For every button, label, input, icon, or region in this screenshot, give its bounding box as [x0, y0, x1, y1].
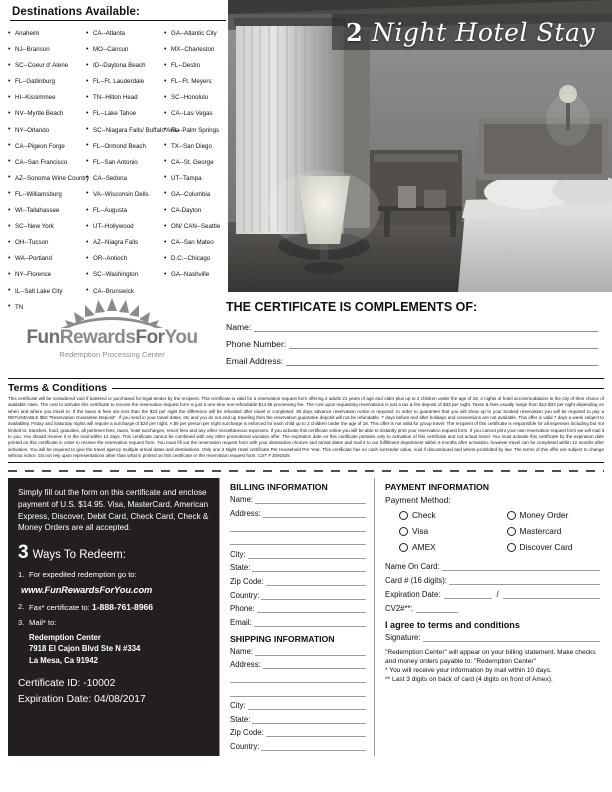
radio-circle-icon[interactable] — [399, 527, 408, 536]
billing-shipping-column — [219, 478, 375, 755]
complements-title: THE CERTIFICATE IS COMPLEMENTS OF: — [226, 300, 478, 314]
cv2-row — [385, 604, 600, 613]
billing-field-input[interactable] — [252, 563, 366, 572]
redemption-steps — [18, 569, 209, 666]
cv2-input[interactable] — [416, 604, 458, 613]
billing-field-input[interactable] — [266, 577, 366, 586]
certificate-id-label: Certificate ID: — [18, 678, 81, 690]
shipping-field-input[interactable] — [263, 660, 366, 669]
shipping-field-input[interactable] — [255, 647, 366, 656]
billing-field-label: Zip Code: — [230, 577, 264, 586]
billing-field-input[interactable] — [254, 618, 366, 627]
billing-field-row — [230, 536, 366, 545]
complements-field-row — [226, 339, 598, 349]
destination-item: • CA-Dayton — [164, 203, 228, 219]
destination-item: • ID--Daytona Beach — [86, 58, 164, 74]
payment-method-option[interactable] — [385, 542, 493, 552]
destination-item: • SC--New York — [8, 219, 86, 235]
destination-item: • SC--Honolulu — [164, 90, 228, 106]
payment-method-label-text: Visa — [412, 526, 429, 537]
complements-field-label: Name: — [226, 322, 252, 332]
destination-item: • CA--Las Vegas — [164, 106, 228, 122]
terms-top-rule — [8, 378, 604, 379]
sunburst-rays-icon — [53, 298, 171, 328]
shipping-field-row — [230, 647, 366, 656]
destination-item: • MO--Cancun — [86, 42, 164, 58]
complements-field-label: Email Address: — [226, 356, 284, 366]
destination-item: • OR--Antioch — [86, 251, 164, 267]
redemption-panel — [8, 478, 219, 755]
destination-item: • ON/ CAN--Seattle — [164, 219, 228, 235]
billing-field-input[interactable] — [257, 604, 366, 613]
logo-wordmark — [8, 327, 216, 349]
signature-row — [385, 633, 600, 642]
complements-field-input[interactable] — [289, 339, 598, 349]
shipping-field-label: Name: — [230, 646, 253, 656]
name-on-card-row — [385, 562, 600, 571]
payment-method-label-text: Mastercard — [519, 526, 562, 537]
payment-footnotes — [385, 648, 600, 684]
redemption-step-1 — [18, 569, 209, 581]
destinations-title: Destinations Available: — [12, 6, 140, 18]
shipping-field-input[interactable] — [248, 701, 366, 710]
step-1-text: For expedited redemption go to: — [29, 569, 137, 579]
logo-part-you: You — [164, 327, 198, 348]
payment-method-option[interactable] — [493, 510, 601, 520]
billing-field-row — [230, 577, 366, 586]
destination-item: • WA--Portland — [8, 251, 86, 267]
payment-method-option[interactable] — [385, 526, 493, 536]
complements-field-input[interactable] — [286, 356, 598, 366]
payment-method-options — [385, 510, 600, 558]
billing-field-label: Address: — [230, 509, 261, 519]
billing-field-label: Phone: — [230, 604, 255, 614]
payment-method-option[interactable] — [493, 542, 601, 552]
shipping-field-label: Country: — [230, 741, 260, 751]
order-form-section — [0, 474, 612, 755]
destination-item: • IL--Salt Lake City — [8, 284, 86, 300]
certificate-id-row — [18, 678, 209, 689]
shipping-field-label: State: — [230, 714, 251, 724]
destination-item: • FL--Augusta — [86, 203, 164, 219]
signature-input[interactable] — [423, 633, 600, 642]
destination-item: • SC--Niagara Falls/ Buffalo Area — [86, 123, 253, 139]
shipping-field-row — [230, 742, 366, 751]
ways-label: Ways To Redeem: — [32, 548, 126, 561]
destinations-columns — [8, 26, 228, 316]
payment-method-label-text: Money Order — [519, 510, 569, 521]
mail-street: 7918 El Cajon Blvd Ste N #334 — [29, 644, 141, 654]
brand-logo — [8, 292, 216, 378]
destination-item: • CA--Atlanta — [86, 26, 164, 42]
hero-headline-text: Night Hotel Stay — [371, 18, 596, 47]
payment-method-label: Payment Method: — [385, 495, 451, 506]
shipping-field-row — [230, 674, 366, 683]
expiration-label: Expiration Date: — [18, 694, 92, 706]
card-expiration-label: Expiration Date: — [385, 589, 441, 599]
certificate-id-value: -10002 — [83, 678, 116, 690]
destination-item: • CA--San Francisco — [8, 155, 86, 171]
destination-item: • CA--Sedona — [86, 171, 164, 187]
shipping-field-row — [230, 660, 366, 669]
destination-item: • MX--Charleston — [164, 42, 228, 58]
logo-part-rewards: Rewards — [59, 327, 136, 348]
terms-header-rule — [112, 388, 604, 389]
agree-terms-text: I agree to terms and conditions — [385, 619, 520, 630]
billing-field-row — [230, 495, 366, 504]
logo-part-for: For — [135, 327, 165, 348]
destination-item: • UT--Hollywood — [86, 219, 164, 235]
name-on-card-label: Name On Card: — [385, 562, 440, 572]
logo-tagline: Redemption Processing Center — [59, 350, 165, 359]
payment-method-option[interactable] — [493, 526, 601, 536]
terms-bottom-rule — [8, 462, 604, 463]
destination-item: • CA--Pigeon Forge — [8, 139, 86, 155]
destination-item: • CA--Brunswick — [86, 284, 164, 300]
complements-field-label: Phone Number: — [226, 339, 287, 349]
radio-circle-icon[interactable] — [399, 543, 408, 552]
hotel-room-photo — [228, 0, 612, 292]
destinations-rule — [10, 20, 226, 21]
expiration-value: 04/08/2017 — [94, 694, 146, 706]
destination-item: • CA--St. George — [164, 155, 228, 171]
payment-options-right — [493, 510, 601, 558]
footnote-mail-delivery: * You will receive your information by mail within 10 days. — [385, 666, 552, 674]
destinations-panel — [0, 0, 228, 311]
destination-item: • CA--San Mateo — [164, 235, 228, 251]
shipping-field-label: Address: — [230, 660, 261, 670]
terms-header — [8, 382, 604, 394]
radio-circle-icon[interactable] — [507, 511, 516, 520]
hero-headline-number: 2 — [346, 18, 364, 47]
step-2-text — [29, 601, 209, 614]
destination-item: • GA--Columbia — [164, 187, 228, 203]
destination-item: • AZ--Sonoma Wine Country — [8, 171, 175, 187]
destinations-column-1 — [8, 26, 90, 316]
footnote-billing-statement: "Redemption Center" will appear on your billing statement. Make checks and money orders payable to: "Redemption Center" — [385, 648, 596, 665]
shipping-field-row — [230, 715, 366, 724]
billing-field-row — [230, 509, 366, 518]
complements-field-list — [226, 322, 598, 366]
destination-item: • TX--San Diego — [164, 139, 228, 155]
sunburst-icon — [53, 298, 171, 328]
destination-item: • NY--Orlando — [8, 123, 86, 139]
billing-field-label: Country: — [230, 590, 260, 600]
shipping-field-input[interactable] — [230, 688, 366, 697]
redemption-step-3 — [18, 617, 209, 629]
billing-field-list — [230, 495, 366, 626]
shipping-title: SHIPPING INFORMATION — [230, 633, 335, 644]
radio-circle-icon[interactable] — [399, 511, 408, 520]
destination-item: • VA--Wisconsin Dells — [86, 187, 164, 203]
destinations-column-3 — [164, 26, 228, 316]
billing-field-label: Name: — [230, 495, 253, 505]
expiration-row — [18, 694, 209, 705]
shipping-field-input[interactable] — [252, 715, 366, 724]
destination-item: • GA--Nashville — [164, 267, 228, 283]
shipping-field-list — [230, 647, 366, 751]
billing-field-input[interactable] — [263, 509, 366, 518]
destination-item: • NJ--Branson — [8, 42, 86, 58]
destination-item: • Anaheim — [8, 26, 86, 42]
hero-headline — [346, 16, 612, 50]
terms-body: This certificate will be considered void if bartered or purchased for legal tender by the recipient. This certificate is valid for a reservation request form offering 2 adults 21 years of age and older plus up to 2 children under the age of 18, 2 nights of hotel accommodations in the city of their choice of available cities. The cost to activate this certificate to receive the reservation request form is just a one-time non-refundable $14.95 processing fee. The cost upon requesting reservations is just a tax & fee deposit of $33 per night. Taxes & fees usually range from $12-$33 per night depending on when and where you travel to. If the taxes & fees are less than the $33 per night the difference will be refunded after travel is completed. 30 days advance reservation notice is required. In order to guarantee that you will show up to your booked reservation you will be required to pay a REFUNDABLE $50 "Reservation Guarantee Deposit". If you send in your travel dates, etc and you do not end up traveling then the reservation guarantee deposit will not be refundable. 7 days before and after holidays and conventions are not available. This offer is valid 7 days a week subject to availability. Friday and Saturday nights will require a surcharge of $20 per night. A $5 per person per night surcharge is enforced for each child up to 2 children under the age of 18. This offer is not valid for group travel. The recipient of this certificate is responsible for all expenses including but not limited to: transfers, food, gratuities, all pertinent fees, taxes, hotel surcharges, resort fees and any other miscellaneous expenses. If you activate this certificate online you will be able to instantly print your reservation request form. If you cannot print your own reservation request form we will mail it to you. You should receive it in the mail within 14 days. This certificate cannot be combined with any other promotional vacation offer. The expiration date on this certificate pertains only to activation of this certificate and not actual travel. You must activate this certificate by the expiration date printed on this certificate in order to receive the reservation request form. You must fill out the reservation request form with your destination choices and arrival dates and mail it to our fulfillment department within 6 months after activation, however travel can be completed within 12 months after activation. You will be required to give the travel agency multiple arrival dates and destinations. Only one 2 Night Hotel certificate Per Household Per Year. This certificate has no cash surrender value, void if discontinued and where prohibited by law. The terms of this offer are subject to change without notice. Do not rely upon representations other than what is printed on this certificate or the reservation request form. CST # 2091925 — [8, 396, 604, 459]
destination-item: • D.C.--Chicago — [164, 251, 228, 267]
billing-field-row — [230, 523, 366, 532]
complements-field-row — [226, 322, 598, 332]
destination-item: • FL--Palm Springs — [164, 123, 228, 139]
destination-item: • TN — [8, 300, 86, 316]
mailing-address — [29, 632, 209, 666]
billing-title: BILLING INFORMATION — [230, 482, 328, 493]
destination-item: • OH--Tucson — [8, 235, 86, 251]
footnote-cv2-location: ** Last 3 digits on back of card (4 digits on front of Amex). — [385, 675, 553, 683]
destination-item: • NY--Florence — [8, 267, 86, 283]
dashed-cut-line — [8, 467, 604, 474]
step-2-label: Fax* certificate to: — [29, 602, 90, 612]
billing-field-row — [230, 563, 366, 572]
card-expiration-row — [385, 590, 600, 599]
payment-method-label-text: AMEX — [412, 542, 436, 553]
complements-section — [0, 292, 612, 378]
shipping-field-row — [230, 688, 366, 697]
redemption-intro: Simply fill out the form on this certificate and enclose payment of U.S. $14.95. Visa, MasterCard, American Express, Discover, Debit Card, Check Card, Check & Money Orders are all accepted. — [18, 488, 209, 533]
destination-item: • AZ--Niagra Falls — [86, 235, 164, 251]
destination-item: • FL--San Antonio — [86, 155, 164, 171]
payment-title: PAYMENT INFORMATION — [385, 482, 490, 493]
destination-item: • NV--Myrtle Beach — [8, 106, 86, 122]
name-on-card-input[interactable] — [442, 562, 600, 571]
destination-item: • HI--Kissimmee — [8, 90, 86, 106]
redemption-step-2 — [18, 601, 209, 614]
shipping-field-input[interactable] — [261, 742, 366, 751]
shipping-field-row — [230, 701, 366, 710]
billing-field-input[interactable] — [248, 550, 366, 559]
destination-item: • FL--Ormond Beach — [86, 139, 164, 155]
step-3-number: 3. — [18, 617, 25, 627]
shipping-field-label: Zip Code: — [230, 728, 264, 738]
radio-circle-icon[interactable] — [507, 543, 516, 552]
cv2-label: CV2#**: — [385, 603, 413, 613]
mail-city-state-zip: La Mesa, Ca 91942 — [29, 655, 98, 665]
payment-method-option[interactable] — [385, 510, 493, 520]
destination-item: • SC--Washington — [86, 267, 164, 283]
card-number-label: Card # (16 digits): — [385, 576, 447, 586]
complements-form — [216, 292, 612, 378]
shipping-field-row — [230, 728, 366, 737]
card-number-input[interactable] — [449, 576, 600, 585]
expiration-year-input[interactable] — [503, 590, 600, 599]
billing-field-row — [230, 550, 366, 559]
destination-item: • GA--Atlantic City — [164, 26, 228, 42]
shipping-field-input[interactable] — [230, 674, 366, 683]
billing-field-input[interactable] — [230, 523, 366, 532]
shipping-field-input[interactable] — [266, 728, 366, 737]
billing-field-row — [230, 604, 366, 613]
billing-field-row — [230, 591, 366, 600]
terms-title: Terms & Conditions — [8, 382, 107, 394]
card-number-row — [385, 576, 600, 585]
payment-method-label-text: Discover Card — [519, 542, 573, 553]
destination-item: • SC--Coeur d' Alene — [8, 58, 86, 74]
step-1-number: 1. — [18, 569, 25, 579]
payment-column — [375, 478, 604, 755]
ways-to-redeem-heading — [18, 543, 209, 562]
complements-field-input[interactable] — [254, 322, 598, 332]
payment-options-left — [385, 510, 493, 558]
destination-item: • FL--Lake Tahoe — [86, 106, 164, 122]
mail-recipient: Redemption Center — [29, 632, 101, 642]
expiration-month-input[interactable] — [444, 590, 492, 599]
destination-item: • FL--Ft. Lauderdale — [86, 74, 164, 90]
billing-field-input[interactable] — [261, 591, 366, 600]
shipping-field-label: City: — [230, 701, 246, 711]
destination-item: • FL--Ft. Meyers — [164, 74, 228, 90]
billing-field-input[interactable] — [230, 536, 366, 545]
terms-section — [0, 378, 612, 463]
destination-item: • FL--Williamsburg — [8, 187, 86, 203]
step-3-text: Mail* to: — [29, 617, 57, 627]
billing-field-row — [230, 618, 366, 627]
logo-part-fun: Fun — [26, 327, 60, 348]
complements-field-row — [226, 356, 598, 366]
payment-method-label-text: Check — [412, 510, 436, 521]
billing-field-label: Email: — [230, 617, 252, 627]
step-2-number: 2. — [18, 601, 25, 611]
destinations-column-2 — [86, 26, 180, 316]
destination-item: • TN--Hilton Head — [86, 90, 164, 106]
radio-circle-icon[interactable] — [507, 527, 516, 536]
billing-field-label: State: — [230, 563, 251, 573]
fax-number: 1-888-761-8966 — [91, 601, 154, 612]
destination-item: • FL--Gatlinburg — [8, 74, 86, 90]
expiration-slash: / — [496, 589, 499, 599]
destination-item: • UT--Tampa — [164, 171, 228, 187]
billing-field-input[interactable] — [255, 495, 366, 504]
billing-field-label: City: — [230, 549, 246, 559]
ways-count: 3 — [18, 541, 29, 563]
signature-label: Signature: — [385, 632, 421, 642]
redemption-website-link[interactable]: www.FunRewardsForYou.com — [21, 584, 153, 595]
destination-item: • FL--Destin — [164, 58, 228, 74]
destination-item: • WI--Tallahassee — [8, 203, 86, 219]
